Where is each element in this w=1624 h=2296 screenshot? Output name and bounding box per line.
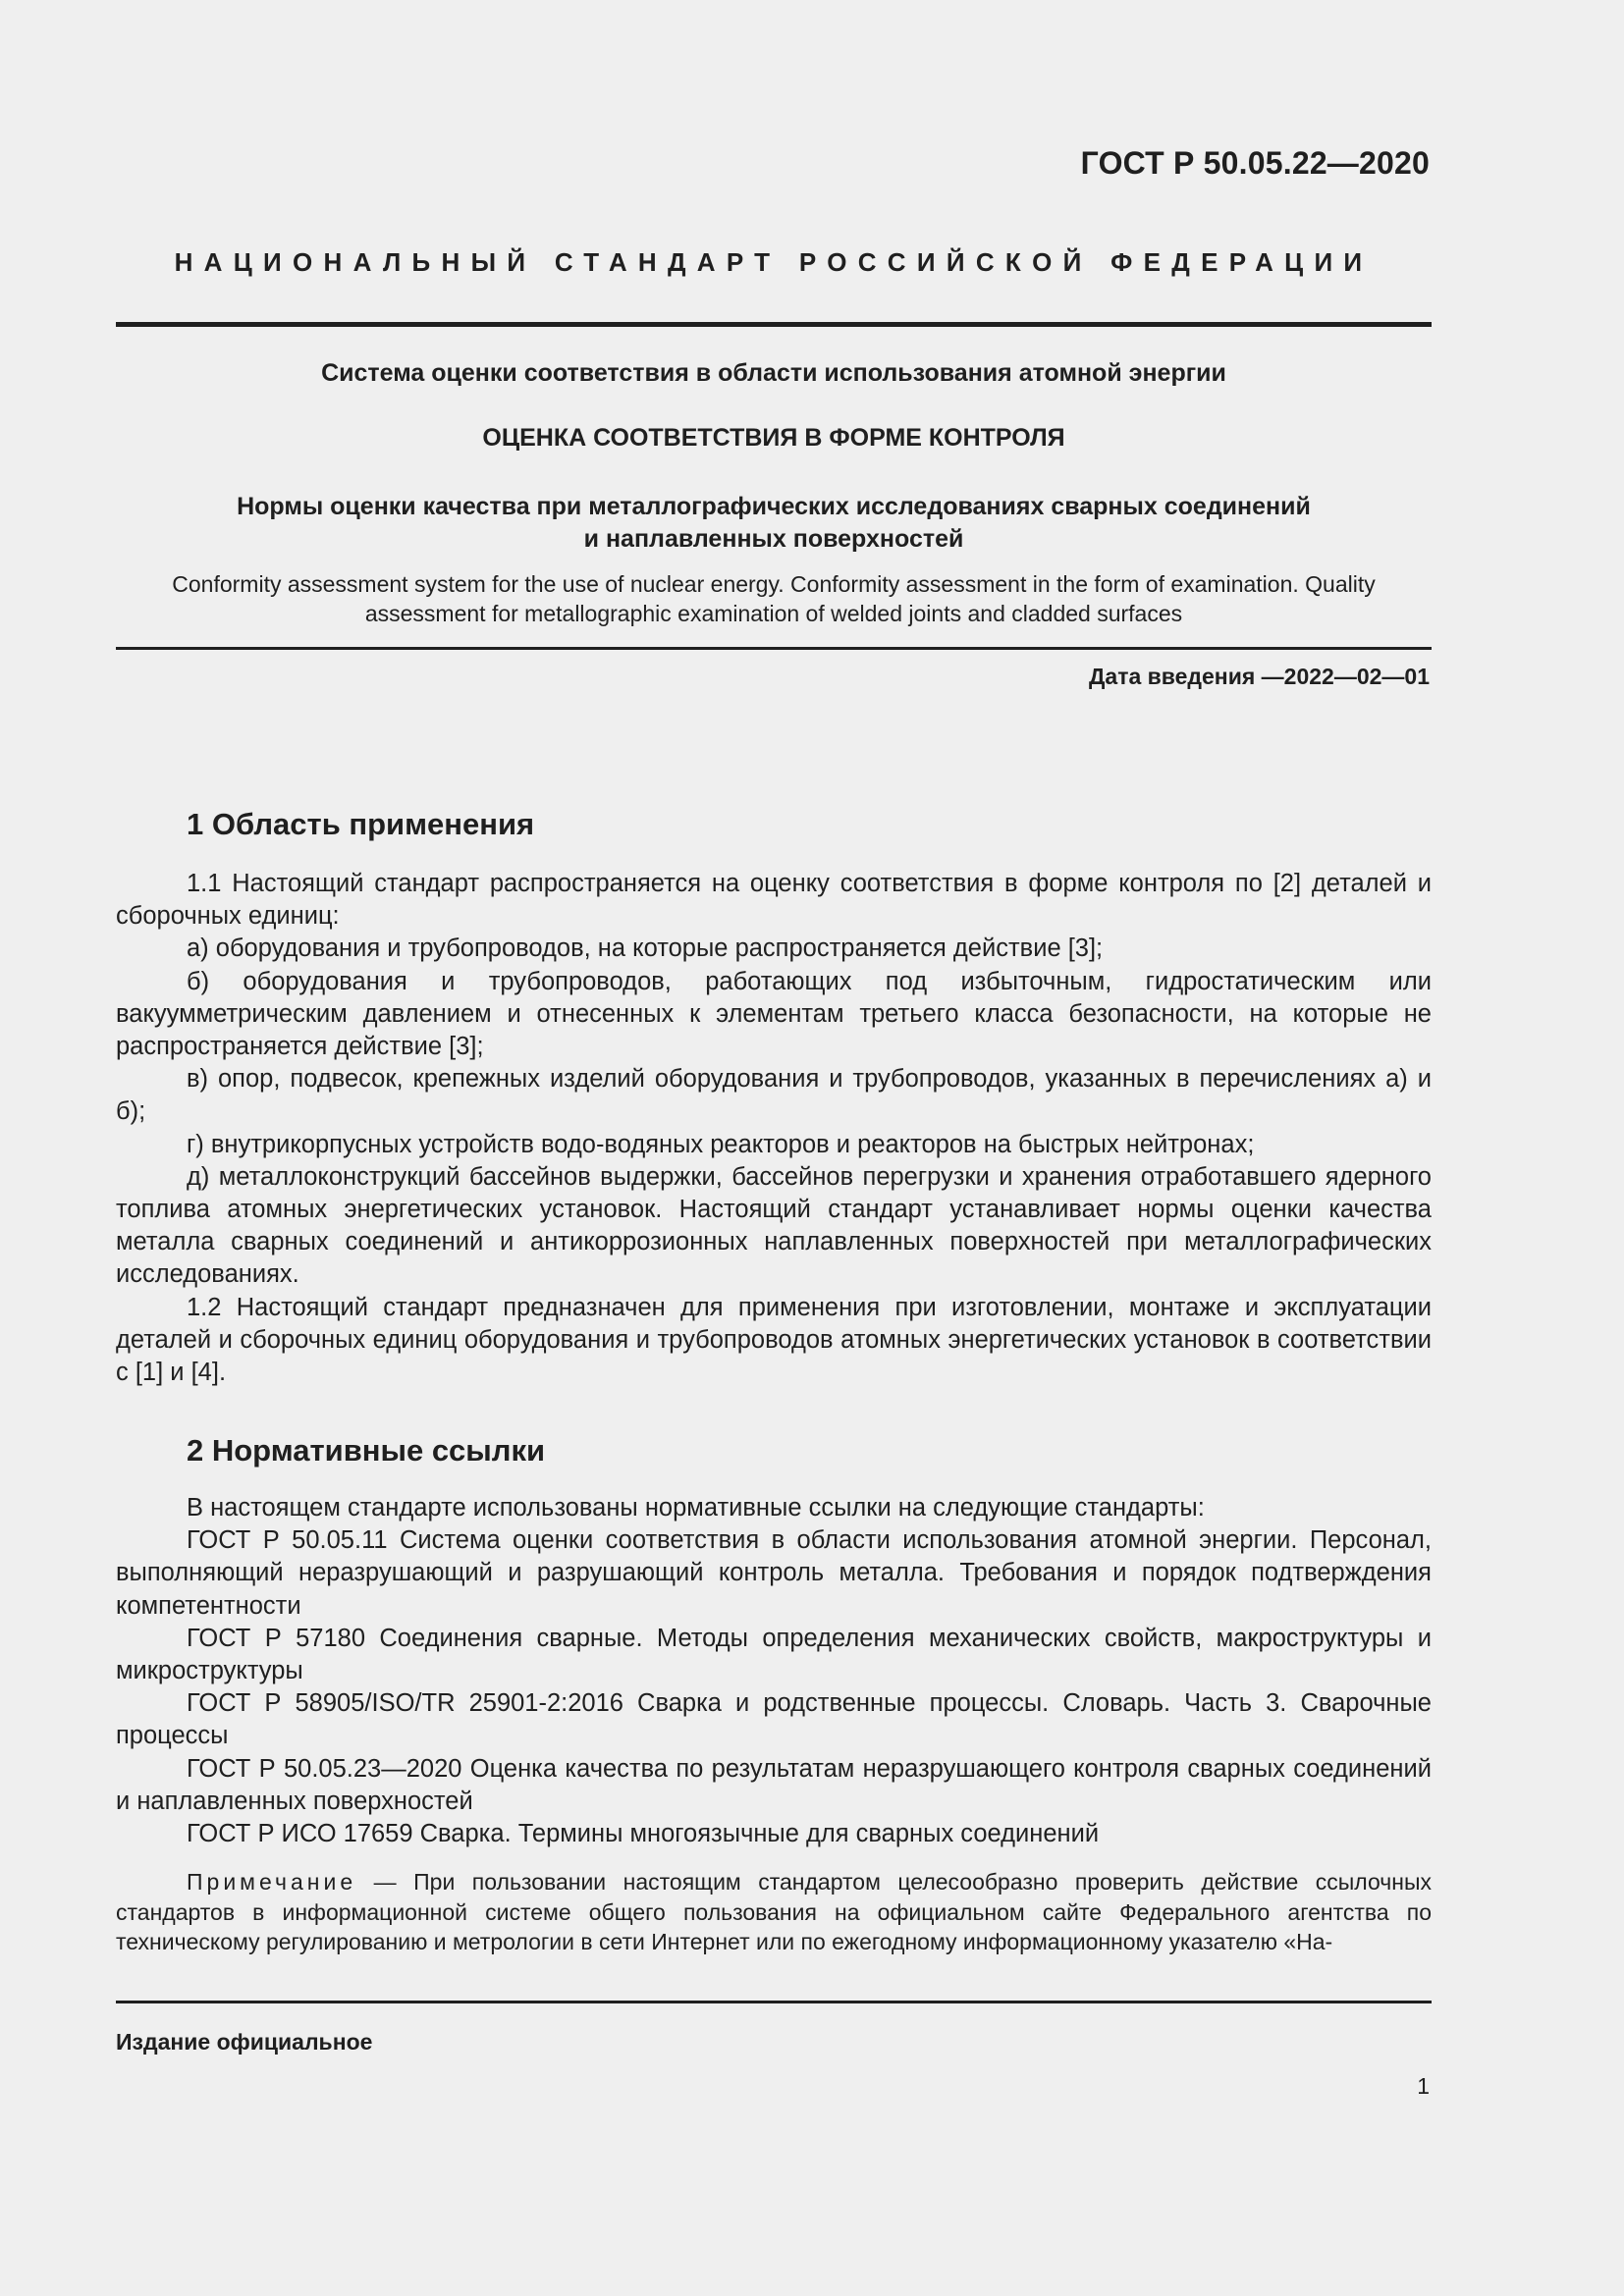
- page-number: 1: [1417, 2073, 1430, 2099]
- list-item: б) оборудования и трубопроводов, работающих под избыточным, гидростатическим или вакуумметрическим давлением и отнесенных к элементам третьего класса безопасности, на которые не распространяется действие [3];: [116, 967, 1432, 1061]
- top-rule: [116, 322, 1432, 327]
- introduction-date: Дата введения —2022—02—01: [1089, 664, 1430, 689]
- official-edition-label: Издание официальное: [116, 2029, 373, 2055]
- note-label: Примечание: [187, 1869, 357, 1895]
- system-title: Система оценки соответствия в области использования атомной энергии: [321, 359, 1226, 387]
- paragraph: 1.1 Настоящий стандарт распространяется на оценку соответствия в форме контроля по [2] деталей и сборочных единиц:: [116, 870, 1432, 931]
- list-item: д) металлоконструкций бассейнов выдержки, бассейнов перегрузки и хранения отработавшего ядерного топлива атомных энергетических установок. Настоящий стандарт устанавливает нормы оценки качества металла сварных соединений и антикоррозионных наплавленных поверхностей при металлографических исследованиях.: [116, 1162, 1432, 1289]
- english-title-line-1: Conformity assessment system for the use of nuclear energy. Conformity assessment in the form of examination. Quality: [172, 571, 1376, 597]
- reference-item: ГОСТ Р 50.05.11 Система оценки соответствия в области использования атомной энергии. Персонал, выполняющий неразрушающий и разрушающий контроль металла. Требования и порядок подтверждения компетентности: [116, 1526, 1432, 1620]
- section-2-body: [116, 1492, 1432, 1850]
- reference-item: ГОСТ Р 50.05.23—2020 Оценка качества по результатам неразрушающего контроля сварных соединений и наплавленных поверхностей: [116, 1754, 1432, 1815]
- reference-item: ГОСТ Р ИСО 17659 Сварка. Термины многоязычные для сварных соединений: [187, 1820, 1100, 1848]
- list-item: а) оборудования и трубопроводов, на которые распространяется действие [3];: [187, 934, 1104, 963]
- english-title: [116, 569, 1432, 628]
- reference-item: ГОСТ Р 58905/ISO/TR 25901-2:2016 Сварка и родственные процессы. Словарь. Часть 3. Сварочные процессы: [116, 1689, 1432, 1750]
- list-item: г) внутрикорпусных устройств водо-водяных реакторов и реакторов на быстрых нейтронах;: [187, 1130, 1255, 1158]
- section-1-body: [116, 868, 1432, 1389]
- note: [116, 1867, 1432, 1957]
- paragraph: 1.2 Настоящий стандарт предназначен для применения при изготовлении, монтаже и эксплуатации деталей и сборочных единиц оборудования и трубопроводов атомных энергетических установок в соответствии с [1] и [4].: [116, 1293, 1432, 1387]
- paragraph: В настоящем стандарте использованы нормативные ссылки на следующие стандарты:: [187, 1494, 1205, 1522]
- reference-item: ГОСТ Р 57180 Соединения сварные. Методы определения механических свойств, макроструктуры и микроструктуры: [116, 1624, 1432, 1685]
- list-item: в) опор, подвесок, крепежных изделий оборудования и трубопроводов, указанных в перечислениях а) и б);: [116, 1065, 1432, 1126]
- national-standard-banner: НАЦИОНАЛЬНЫЙ СТАНДАРТ РОССИЙСКОЙ ФЕДЕРАЦИИ: [174, 247, 1374, 277]
- document-number: ГОСТ Р 50.05.22—2020: [1080, 145, 1430, 181]
- section-2-heading: 2 Нормативные ссылки: [187, 1433, 546, 1468]
- norms-title: [116, 491, 1432, 556]
- norms-title-line-2: и наплавленных поверхностей: [583, 525, 964, 553]
- title-rule: [116, 647, 1432, 650]
- section-1-heading: 1 Область применения: [187, 807, 535, 841]
- english-title-line-2: assessment for metallographic examination of welded joints and cladded surfaces: [364, 601, 1183, 626]
- norms-title-line-1: Нормы оценки качества при металлографических исследованиях сварных соединений: [237, 493, 1311, 520]
- form-title: ОЦЕНКА СООТВЕТСТВИЯ В ФОРМЕ КОНТРОЛЯ: [482, 424, 1065, 452]
- note-text: — При пользовании настоящим стандартом целесообразно проверить действие ссылочных стандартов в информационной системе общего пользования на официальном сайте Федерального агентства по техническому регулированию и метрологии в сети Интернет или по ежегодному информационному указателю «На-: [116, 1869, 1432, 1954]
- footer-rule: [116, 2001, 1432, 2003]
